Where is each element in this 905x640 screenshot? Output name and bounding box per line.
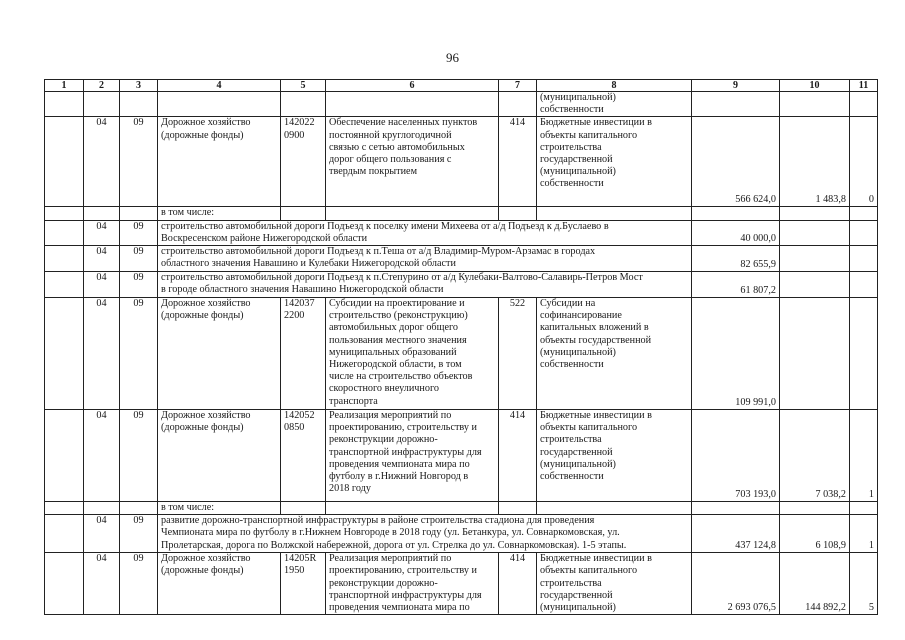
section-code-cell: 04 [84,246,120,272]
cell-col-9 [692,502,780,515]
table-row [45,220,878,245]
col11-cell: 0 [850,117,878,207]
subsection-code-cell: 09 [120,298,158,410]
table-row [45,246,878,272]
cell-col-11 [850,207,878,220]
budget-table [44,79,878,615]
header-cell-11: 11 [850,80,878,92]
header-cell-3: 3 [120,80,158,92]
cell-col-6 [326,92,499,117]
amount-cell: 703 193,0 [692,410,780,502]
cell-col-3 [120,502,158,515]
col11-cell [850,246,878,272]
amount-2-cell [780,272,850,298]
amount-cell: 109 991,0 [692,298,780,410]
target-article-cell: 14205R 1950 [281,553,326,615]
section-name-cell: Дорожное хозяйство (дорожные фонды) [158,117,281,207]
cell-col-7 [499,207,537,220]
amount-2-cell [780,220,850,245]
table-row [45,272,878,298]
col11-cell [850,92,878,117]
col11-cell [850,220,878,245]
section-code-cell: 04 [84,298,120,410]
page-number: 96 [446,50,459,65]
cell-col-7 [499,502,537,515]
amount-cell: 437 124,8 [692,515,780,553]
expense-code-cell: 414 [499,410,537,502]
cell-col-2 [84,207,120,220]
section-code-cell: 04 [84,220,120,245]
section-code-cell: 04 [84,117,120,207]
subsection-code-cell: 09 [120,272,158,298]
cell-col-1 [45,272,84,298]
object-description-cell: строительство автомобильной дороги Подъезд к п.Степурино от а/д Кулебаки-Валтово-Салавирь-Петров Мост в городе областного значения Навашино Нижегородской области [158,272,692,298]
cell-col-1 [45,298,84,410]
table-row [45,117,878,207]
col11-cell: 5 [850,553,878,615]
cell-col-1 [45,553,84,615]
col11-cell [850,272,878,298]
expense-type-cell: Бюджетные инвестиции в объекты капитального строительства государственной (муниципальной) собственности [537,410,692,502]
header-cell-7: 7 [499,80,537,92]
target-article-cell: 142022 0900 [281,117,326,207]
table-row [45,515,878,553]
header-cell-9: 9 [692,80,780,92]
cell-col-6 [326,207,499,220]
amount-cell: 82 655,9 [692,246,780,272]
section-name-cell: Дорожное хозяйство (дорожные фонды) [158,553,281,615]
table-row [45,92,878,117]
section-code-cell: 04 [84,272,120,298]
amount-2-cell: 1 483,8 [780,117,850,207]
cell-col-3 [120,92,158,117]
section-code-cell: 04 [84,410,120,502]
cell-col-1 [45,410,84,502]
cell-col-1 [45,92,84,117]
amount-2-cell: 7 038,2 [780,410,850,502]
subsection-code-cell: 09 [120,117,158,207]
cell-col-1 [45,117,84,207]
cell-col-4 [158,92,281,117]
table-row [45,298,878,410]
expense-code-cell: 522 [499,298,537,410]
amount-cell: 40 000,0 [692,220,780,245]
section-name-cell: Дорожное хозяйство (дорожные фонды) [158,410,281,502]
subsection-code-cell: 09 [120,246,158,272]
expense-type-cell: Бюджетные инвестиции в объекты капитального строительства государственной (муниципальной) [537,553,692,615]
expense-type-cell: (муниципальной) собственности [537,92,692,117]
col11-cell [850,298,878,410]
header-cell-4: 4 [158,80,281,92]
table-row [45,502,878,515]
cell-col-1 [45,246,84,272]
col11-cell: 1 [850,515,878,553]
header-cell-5: 5 [281,80,326,92]
cell-col-1 [45,207,84,220]
including-label: в том числе: [158,207,281,220]
header-cell-6: 6 [326,80,499,92]
expense-code-cell: 414 [499,553,537,615]
cell-col-11 [850,502,878,515]
section-name-cell: Дорожное хозяйство (дорожные фонды) [158,298,281,410]
object-description-cell: развитие дорожно-транспортной инфраструктуры в районе строительства стадиона для проведения Чемпионата мира по футболу в г.Нижнем Новгороде в 2018 году (ул. Бетанкура, ул. Совнаркомовская, ул. Пролетарская, дорога по Волжской набережной, дорога от ул. Стрелка до ул. Совнаркомовская). 1-5 этапы. [158,515,692,553]
subsection-code-cell: 09 [120,410,158,502]
table-row [45,207,878,220]
amount-2-cell: 144 892,2 [780,553,850,615]
cell-col-5 [281,92,326,117]
table-header-row [45,80,878,92]
object-description-cell: строительство автомобильной дороги Подъезд к п.Теша от а/д Владимир-Муром-Арзамас в городах областного значения Навашино и Кулебаки Нижегородской области [158,246,692,272]
header-cell-10: 10 [780,80,850,92]
amount-cell: 566 624,0 [692,117,780,207]
amount-cell [692,92,780,117]
cell-col-1 [45,220,84,245]
subsection-code-cell: 09 [120,220,158,245]
including-label: в том числе: [158,502,281,515]
cell-col-8 [537,207,692,220]
program-description-cell: Обеспечение населенных пунктов постоянной круглогодичной связью с сетью автомобильных дорог общего пользования с твердым покрытием [326,117,499,207]
table-row [45,410,878,502]
cell-col-1 [45,515,84,553]
subsection-code-cell: 09 [120,515,158,553]
cell-col-3 [120,207,158,220]
cell-col-1 [45,502,84,515]
cell-col-9 [692,207,780,220]
cell-col-10 [780,502,850,515]
cell-col-2 [84,502,120,515]
program-description-cell: Субсидии на проектирование и строительство (реконструкцию) автомобильных дорог общего пользования местного значения муниципальных образований Нижегородской области, в том числе на строительство объектов скоростного внеуличного транспорта [326,298,499,410]
section-code-cell: 04 [84,515,120,553]
expense-type-cell: Субсидии на софинансирование капитальных вложений в объекты государственной (муниципальной) собственности [537,298,692,410]
cell-col-8 [537,502,692,515]
program-description-cell: Реализация мероприятий по проектированию, строительству и реконструкции дорожно- транспортной инфраструктуры для проведения чемпионата мира по [326,553,499,615]
cell-col-7 [499,92,537,117]
header-cell-8: 8 [537,80,692,92]
header-cell-1: 1 [45,80,84,92]
cell-col-5 [281,502,326,515]
expense-type-cell: Бюджетные инвестиции в объекты капитального строительства государственной (муниципальной) собственности [537,117,692,207]
amount-2-cell: 6 108,9 [780,515,850,553]
target-article-cell: 142052 0850 [281,410,326,502]
table-row [45,553,878,615]
object-description-cell: строительство автомобильной дороги Подъезд к поселку имени Михеева от а/д Подъезд к д.Буслаево в Воскресенском районе Нижегородской области [158,220,692,245]
program-description-cell: Реализация мероприятий по проектированию, строительству и реконструкции дорожно- транспортной инфраструктуры для проведения чемпионата мира по футболу в г.Нижний Новгород в 2018 году [326,410,499,502]
amount-2-cell [780,246,850,272]
header-cell-2: 2 [84,80,120,92]
amount-2-cell [780,298,850,410]
cell-col-10 [780,207,850,220]
cell-col-2 [84,92,120,117]
target-article-cell: 142037 2200 [281,298,326,410]
expense-code-cell: 414 [499,117,537,207]
cell-col-5 [281,207,326,220]
amount-2-cell [780,92,850,117]
amount-cell: 61 807,2 [692,272,780,298]
amount-cell: 2 693 076,5 [692,553,780,615]
section-code-cell: 04 [84,553,120,615]
col11-cell: 1 [850,410,878,502]
cell-col-6 [326,502,499,515]
subsection-code-cell: 09 [120,553,158,615]
